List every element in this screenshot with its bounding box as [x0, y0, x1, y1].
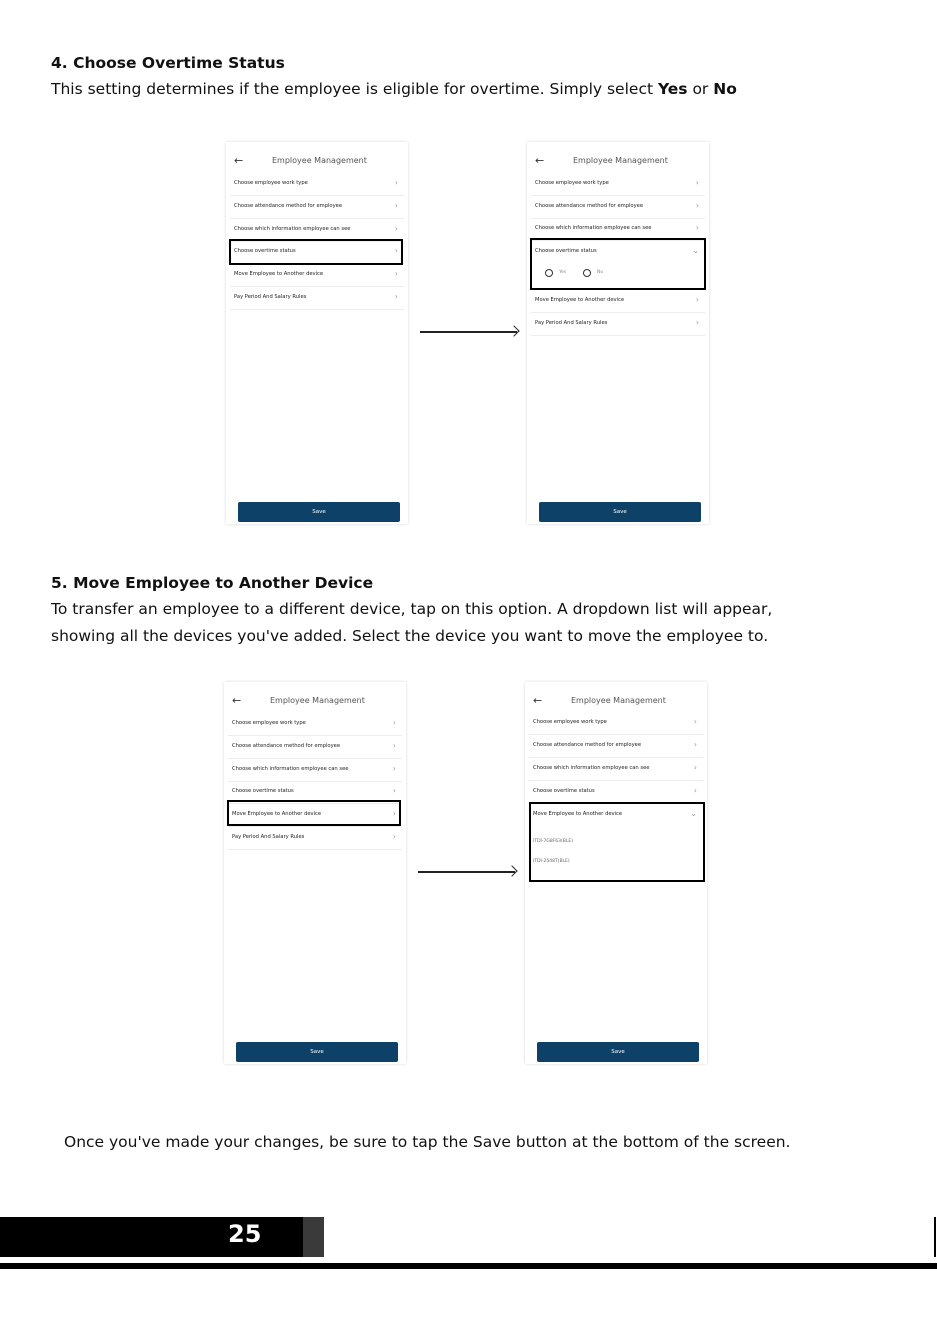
- highlight-box: [529, 802, 705, 882]
- chevron-down-icon: ⌄: [692, 246, 699, 255]
- device-option-label: ITDI-7G8F63(BLE): [533, 839, 573, 844]
- arrow-right-icon: [418, 871, 515, 873]
- chevron-right-icon: ›: [392, 809, 396, 818]
- chevron-right-icon: ›: [394, 269, 398, 278]
- menu-row-label: Choose overtime status: [232, 788, 294, 794]
- app-title: Employee Management: [571, 696, 666, 705]
- menu-row-label: Choose which information employee can see: [234, 226, 351, 232]
- menu-row-work-type[interactable]: [228, 713, 402, 736]
- menu-row-label: Move Employee to Another device: [533, 811, 623, 817]
- chevron-right-icon: ›: [695, 178, 699, 187]
- menu-row-label: Pay Period And Salary Rules: [232, 834, 305, 840]
- menu-row-label: Choose attendance method for employee: [535, 203, 644, 209]
- phone-screenshot-overtime-before: [226, 142, 408, 524]
- footer-rule: [0, 1263, 937, 1269]
- back-arrow-icon[interactable]: ←: [533, 694, 543, 707]
- closing-note: Once you've made your changes, be sure to tap the Save button at the bottom of the screen.: [64, 1133, 791, 1151]
- menu-row-move-device[interactable]: [230, 264, 404, 287]
- highlight-box: [227, 800, 401, 826]
- app-title: Employee Management: [270, 696, 365, 705]
- arrow-right-icon: [420, 331, 517, 333]
- chevron-right-icon: ›: [693, 740, 697, 749]
- chevron-right-icon: ›: [695, 201, 699, 210]
- menu-row-label: Choose employee work type: [234, 180, 308, 186]
- save-button[interactable]: Save: [539, 502, 701, 522]
- chevron-right-icon: ›: [394, 224, 398, 233]
- highlight-box: [229, 239, 403, 265]
- menu-row-attendance[interactable]: [228, 736, 402, 759]
- menu-row-information[interactable]: [529, 758, 703, 781]
- chevron-right-icon: ›: [695, 223, 699, 232]
- chevron-right-icon: ›: [693, 763, 697, 772]
- menu-row-label: Choose overtime status: [535, 248, 597, 254]
- section-4-text: [51, 76, 911, 103]
- menu-row-label: Choose employee work type: [232, 720, 306, 726]
- back-arrow-icon[interactable]: ←: [535, 154, 545, 167]
- menu-row-pay-period[interactable]: [531, 313, 705, 336]
- section-4-text-or: or: [687, 80, 714, 98]
- menu-row-label: Pay Period And Salary Rules: [234, 294, 307, 300]
- chevron-right-icon: ›: [392, 786, 396, 795]
- menu-row-overtime[interactable]: [529, 781, 703, 804]
- no-emphasis: No: [713, 80, 737, 98]
- chevron-right-icon: ›: [693, 717, 697, 726]
- menu-row-label: Choose overtime status: [533, 788, 595, 794]
- yes-emphasis: Yes: [657, 80, 688, 98]
- device-option-label: ITDI-2548T(BLE): [533, 859, 570, 864]
- chevron-right-icon: ›: [695, 318, 699, 327]
- footer-right-edge: [934, 1217, 936, 1257]
- menu-row-information[interactable]: [228, 759, 402, 782]
- menu-row-label: Choose which information employee can see: [232, 766, 349, 772]
- menu-row-label: Choose which information employee can see: [533, 765, 650, 771]
- footer-accent: [303, 1217, 324, 1257]
- radio-no-label: No: [597, 270, 604, 275]
- menu-row-label: Move Employee to Another device: [232, 811, 322, 817]
- section-5-heading: 5. Move Employee to Another Device: [51, 574, 374, 592]
- chevron-right-icon: ›: [695, 295, 699, 304]
- chevron-right-icon: ›: [392, 741, 396, 750]
- chevron-down-icon: ⌄: [690, 809, 697, 818]
- chevron-right-icon: ›: [392, 764, 396, 773]
- menu-row-label: Choose attendance method for employee: [234, 203, 343, 209]
- menu-row-label: Move Employee to Another device: [535, 297, 625, 303]
- menu-row-attendance[interactable]: [531, 196, 705, 219]
- save-button[interactable]: Save: [537, 1042, 699, 1062]
- menu-row-label: Move Employee to Another device: [234, 271, 324, 277]
- back-arrow-icon[interactable]: ←: [234, 154, 244, 167]
- menu-row-work-type[interactable]: [230, 173, 404, 196]
- menu-row-label: Choose attendance method for employee: [533, 742, 642, 748]
- menu-row-attendance[interactable]: [529, 735, 703, 758]
- highlight-box: [530, 238, 706, 290]
- menu-row-pay-period[interactable]: [230, 287, 404, 310]
- page-number: 25: [228, 1220, 262, 1248]
- chevron-right-icon: ›: [392, 718, 396, 727]
- section-5-text-line-2: showing all the devices you've added. Select the device you want to move the employee to.: [51, 627, 769, 645]
- chevron-right-icon: ›: [392, 832, 396, 841]
- chevron-right-icon: ›: [693, 786, 697, 795]
- app-title: Employee Management: [573, 156, 668, 165]
- menu-row-work-type[interactable]: [531, 173, 705, 196]
- section-5-text-line-1: To transfer an employee to a different device, tap on this option. A dropdown list will appear,: [51, 600, 773, 618]
- menu-row-label: Choose employee work type: [535, 180, 609, 186]
- menu-row-label: Choose attendance method for employee: [232, 743, 341, 749]
- back-arrow-icon[interactable]: ←: [232, 694, 242, 707]
- menu-row-label: Choose which information employee can see: [535, 225, 652, 231]
- radio-yes-label: Yes: [559, 270, 567, 275]
- phone-screenshot-move-before: [224, 682, 406, 1064]
- chevron-right-icon: ›: [394, 178, 398, 187]
- phone-screenshot-overtime-after: [527, 142, 709, 524]
- chevron-right-icon: ›: [394, 246, 398, 255]
- chevron-right-icon: ›: [394, 201, 398, 210]
- section-4-text-lead: This setting determines if the employee is eligible for overtime. Simply select: [51, 80, 658, 98]
- menu-row-label: Choose employee work type: [533, 719, 607, 725]
- save-button[interactable]: Save: [236, 1042, 398, 1062]
- save-button[interactable]: Save: [238, 502, 400, 522]
- menu-row-work-type[interactable]: [529, 712, 703, 735]
- menu-row-label: Choose overtime status: [234, 248, 296, 254]
- section-4-heading: 4. Choose Overtime Status: [51, 54, 285, 72]
- menu-row-pay-period[interactable]: [228, 827, 402, 850]
- app-title: Employee Management: [272, 156, 367, 165]
- menu-row-move-device[interactable]: [531, 290, 705, 313]
- menu-row-attendance[interactable]: [230, 196, 404, 219]
- menu-row-label: Pay Period And Salary Rules: [535, 320, 608, 326]
- chevron-right-icon: ›: [394, 292, 398, 301]
